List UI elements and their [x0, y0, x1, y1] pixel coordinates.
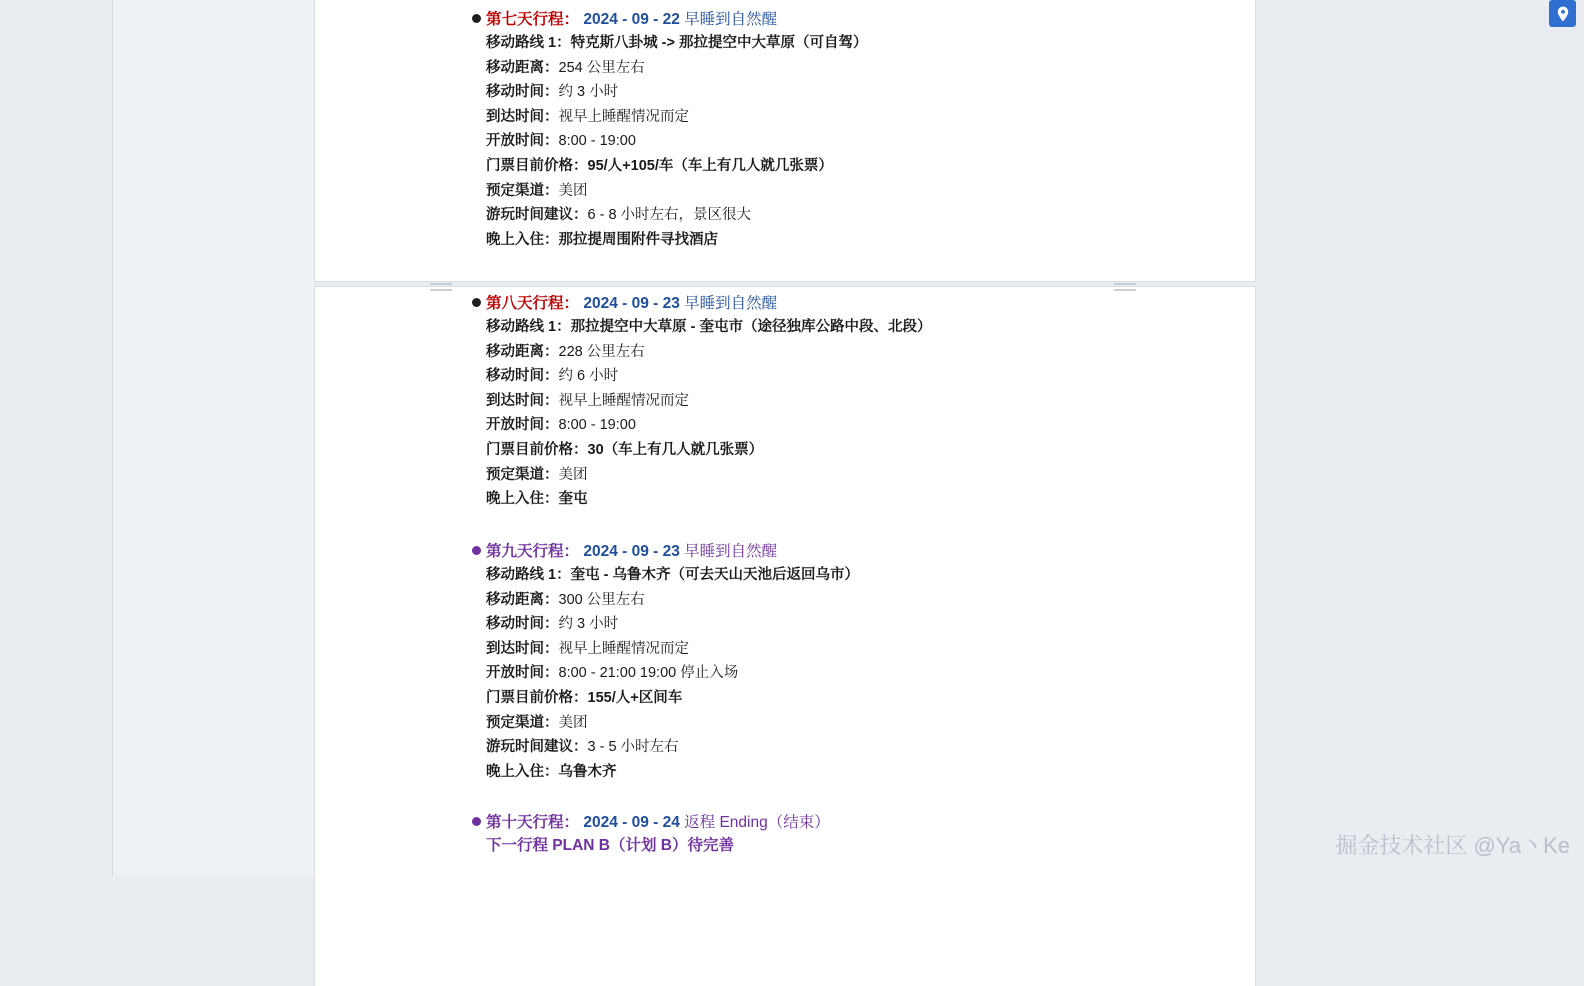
row-label: 移动距离： — [486, 59, 559, 76]
row-value: 那拉提周围附件寻找酒店 — [558, 231, 718, 248]
row-value: 美团 — [558, 714, 588, 731]
entry-day-label: 第七天行程： — [486, 11, 580, 28]
row-value: 8:00 - 19:00 — [558, 417, 636, 434]
location-pin-icon[interactable] — [1549, 0, 1576, 27]
row-label: 晚上入住： — [486, 231, 559, 248]
row-value: 约 6 小时 — [558, 368, 619, 385]
row-label: 门票目前价格： — [486, 157, 588, 174]
page-break-mark-left-1 — [430, 283, 452, 285]
viewer-right-gutter — [1257, 0, 1584, 876]
row-label: 到达时间： — [486, 392, 559, 409]
entry-date: 2024 - 09 - 23 — [583, 543, 680, 560]
row-value: 8:00 - 21:00 19:00 停止入场 — [558, 665, 739, 682]
row-value: 254 公里左右 — [558, 59, 645, 76]
entry-subnote: 下一行程 PLAN B（计划 B）待完善 — [486, 837, 735, 854]
row-value: 奎屯 - 乌鲁木齐（可去天山天池后返回乌市） — [570, 567, 859, 583]
row-value: 视早上睡醒情况而定 — [558, 392, 689, 409]
entry-note: 早睡到自然醒 — [684, 543, 778, 560]
row-value: 8:00 - 19:00 — [558, 133, 636, 150]
row-value: 乌鲁木齐 — [558, 763, 617, 780]
entry-note: 早睡到自然醒 — [684, 11, 778, 28]
document-page-previous — [314, 0, 1256, 282]
entry-day-label: 第八天行程： — [486, 295, 580, 312]
row-value: 视早上睡醒情况而定 — [558, 640, 689, 657]
row-label: 开放时间： — [486, 133, 559, 150]
row-label: 晚上入住： — [486, 763, 559, 780]
page-break-mark-right-2 — [1114, 289, 1136, 291]
row-label: 预定渠道： — [486, 714, 559, 731]
row-value: 奎屯 — [558, 491, 588, 508]
row-label: 预定渠道： — [486, 182, 559, 199]
row-label: 移动距离： — [486, 591, 559, 608]
page-left-margin-area — [113, 0, 314, 876]
entry-note: 早睡到自然醒 — [684, 295, 778, 312]
row-label: 移动距离： — [486, 343, 559, 360]
row-value: 95/人+105/车（车上有几人就几张票） — [587, 157, 833, 174]
entry-day-label: 第九天行程： — [486, 543, 580, 560]
row-value: 视早上睡醒情况而定 — [558, 108, 689, 125]
page-break-mark-right-1 — [1114, 283, 1136, 285]
row-label: 预定渠道： — [486, 466, 559, 483]
entry-note: 返程 Ending（结束） — [684, 814, 830, 831]
row-value: 约 3 小时 — [558, 616, 619, 633]
row-value: 美团 — [558, 466, 588, 483]
row-value: 300 公里左右 — [558, 591, 645, 608]
row-value: 美团 — [558, 182, 588, 199]
page-break-mark-left-2 — [430, 289, 452, 291]
row-value: 3 - 5 小时左右 — [587, 739, 679, 756]
row-value: 那拉提空中大草原 - 奎屯市（途径独库公路中段、北段） — [570, 319, 932, 335]
entry-date: 2024 - 09 - 22 — [583, 11, 680, 28]
document-page-current — [314, 286, 1256, 986]
row-label: 到达时间： — [486, 108, 559, 125]
watermark: 掘金技术社区 @Ya丶Ke — [1335, 833, 1570, 858]
row-label: 移动时间： — [486, 84, 559, 101]
row-label: 开放时间： — [486, 665, 559, 682]
row-label: 晚上入住： — [486, 491, 559, 508]
viewer-left-gutter — [0, 0, 113, 876]
row-label: 门票目前价格： — [486, 441, 588, 458]
entry-date: 2024 - 09 - 24 — [583, 814, 680, 831]
row-label: 移动路线 1： — [486, 319, 571, 335]
row-value: 约 3 小时 — [558, 84, 619, 101]
row-value: 155/人+区间车 — [587, 689, 683, 706]
row-value: 228 公里左右 — [558, 343, 645, 360]
entry-day-label: 第十天行程： — [486, 814, 580, 831]
row-value: 6 - 8 小时左右，景区很大 — [587, 207, 752, 224]
row-label: 开放时间： — [486, 417, 559, 434]
row-label: 移动时间： — [486, 368, 559, 385]
row-label: 移动路线 1： — [486, 567, 571, 583]
row-label: 移动时间： — [486, 616, 559, 633]
row-label: 游玩时间建议： — [486, 739, 588, 756]
row-value: 30（车上有几人就几张票） — [587, 441, 764, 458]
entry-date: 2024 - 09 - 23 — [583, 295, 680, 312]
row-label: 游玩时间建议： — [486, 207, 588, 224]
row-value: 特克斯八卦城 -> 那拉提空中大草原（可自驾） — [570, 35, 868, 51]
row-label: 移动路线 1： — [486, 35, 571, 51]
row-label: 门票目前价格： — [486, 689, 588, 706]
row-label: 到达时间： — [486, 640, 559, 657]
